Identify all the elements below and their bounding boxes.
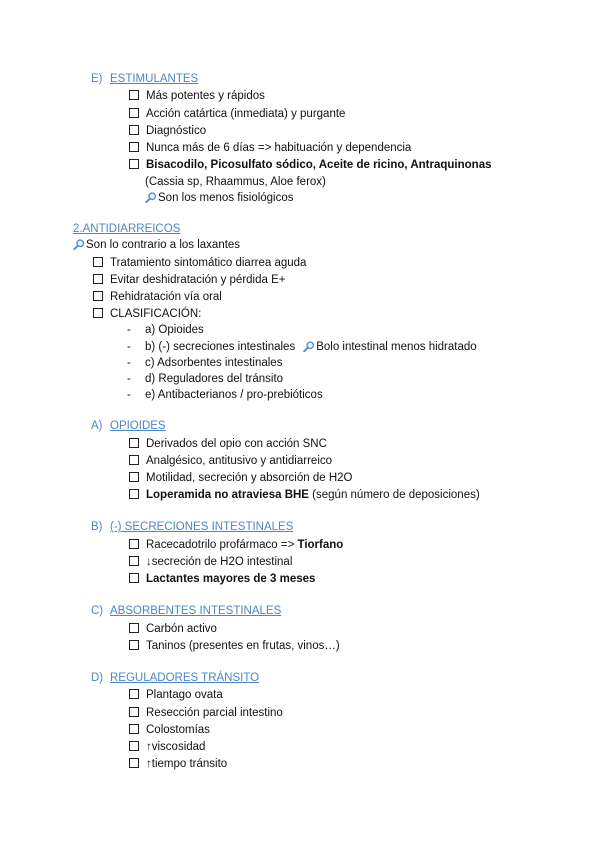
- list-item: [129, 639, 340, 654]
- item-text: Plantago ovata: [146, 689, 223, 701]
- item-text: Analgésico, antitusivo y antidiarreico: [146, 455, 333, 467]
- checkbox-icon: [129, 125, 139, 135]
- list-item: [129, 757, 227, 772]
- classification-item: - c) Adsorbentes intestinales: [127, 357, 283, 369]
- item-text: Racecadotrilo profármaco =>: [146, 539, 298, 551]
- section-title-link[interactable]: ABSORBENTES INTESTINALES: [110, 605, 282, 617]
- item-text: Motilidad, secreción y absorción de H2O: [146, 472, 353, 484]
- item-text: Más potentes y rápidos: [146, 90, 265, 102]
- list-item: [93, 273, 285, 288]
- checkbox-icon: [129, 556, 139, 566]
- item-text: Tratamiento sintomático diarrea aguda: [110, 257, 307, 269]
- section-title-link[interactable]: REGULADORES TRÁNSITO: [110, 672, 260, 684]
- note-line: [73, 238, 240, 253]
- section-title-link[interactable]: (-) SECRECIONES INTESTINALES: [110, 521, 294, 533]
- item-text: e) Antibacterianos / pro-prebióticos: [145, 389, 323, 401]
- checkbox-icon: [129, 689, 139, 699]
- item-text: ↑viscosidad: [146, 741, 206, 753]
- checkbox-icon: [129, 472, 139, 482]
- checkbox-icon: [93, 308, 103, 318]
- note-text: Son los menos fisiológicos: [158, 192, 294, 204]
- section-e-heading: [91, 72, 198, 87]
- item-text: Acción catártica (inmediata) y purgante: [146, 108, 346, 120]
- section-letter: E): [91, 73, 103, 85]
- item-text: Derivados del opio con acción SNC: [146, 438, 327, 450]
- item-text-bold: Loperamida no atraviesa BHE: [146, 489, 309, 501]
- section-b-heading: [91, 520, 293, 535]
- item-text: Diagnóstico: [146, 125, 207, 137]
- section-c-heading: [91, 604, 281, 619]
- item-text: Resección parcial intestino: [146, 707, 283, 719]
- list-item: [129, 158, 491, 173]
- note-line: [145, 191, 294, 206]
- checkbox-icon: [129, 489, 139, 499]
- section-letter: B): [91, 521, 103, 533]
- checkbox-icon: [129, 623, 139, 633]
- item-text: b) (-) secreciones intestinales: [145, 341, 296, 353]
- list-item: [129, 89, 265, 104]
- item-text: ↑tiempo tránsito: [146, 758, 228, 770]
- item-text: c) Adsorbentes intestinales: [145, 357, 283, 369]
- list-item: [129, 706, 283, 721]
- checkbox-icon: [129, 90, 139, 100]
- item-text: Rehidratación vía oral: [110, 291, 222, 303]
- list-item: [129, 538, 343, 553]
- checkbox-icon: [93, 274, 103, 284]
- item-text: Nunca más de 6 días => habituación y dependencia: [146, 142, 412, 154]
- classification-item: - e) Antibacterianos / pro-prebióticos: [127, 389, 323, 401]
- checkbox-icon: [129, 159, 139, 169]
- item-text-bold: Lactantes mayores de 3 meses: [146, 573, 316, 585]
- item-text: a) Opioides: [145, 324, 204, 336]
- magnifier-icon: [73, 239, 85, 250]
- checkbox-icon: [129, 108, 139, 118]
- list-item: [129, 688, 223, 703]
- list-item: [129, 555, 292, 570]
- checkbox-icon: [93, 257, 103, 267]
- list-item: [129, 124, 206, 139]
- item-text: Taninos (presentes en frutas, vinos…): [146, 640, 340, 652]
- checkbox-icon: [129, 438, 139, 448]
- item-text: d) Reguladores del tránsito: [145, 373, 284, 385]
- list-item: [129, 740, 205, 755]
- section-letter: A): [91, 420, 103, 432]
- list-item: [93, 307, 201, 322]
- list-item: [129, 454, 332, 469]
- item-text: CLASIFICACIÓN:: [110, 308, 202, 320]
- section-title-link[interactable]: 2.ANTIDIARREICOS: [73, 223, 181, 235]
- checkbox-icon: [93, 291, 103, 301]
- classification-item: - a) Opioides: [127, 324, 204, 336]
- item-text: Colostomías: [146, 724, 210, 736]
- magnifier-icon: [303, 341, 315, 352]
- note-text: Son lo contrario a los laxantes: [86, 239, 241, 251]
- list-item: [129, 471, 352, 486]
- section-letter: C): [91, 605, 104, 617]
- list-item: [129, 437, 327, 452]
- item-continuation: (Cassia sp, Rhaammus, Aloe ferox): [145, 176, 326, 188]
- magnifier-icon: [145, 192, 157, 203]
- checkbox-icon: [129, 758, 139, 768]
- section-a-heading: [91, 419, 166, 434]
- checkbox-icon: [129, 142, 139, 152]
- section-d-heading: [91, 671, 259, 686]
- list-item: [129, 107, 345, 122]
- list-item: [129, 723, 210, 738]
- item-text-bold: Tiorfano: [297, 539, 344, 551]
- checkbox-icon: [129, 455, 139, 465]
- list-item: [129, 141, 411, 156]
- list-item: [129, 488, 480, 503]
- classification-item: - b) (-) secreciones intestinales Bolo intestinal menos hidratado: [127, 341, 477, 353]
- list-item: [129, 622, 217, 637]
- item-text: Evitar deshidratación y pérdida E+: [110, 274, 286, 286]
- list-item: [93, 256, 306, 271]
- section-letter: D): [91, 672, 104, 684]
- list-item: [129, 572, 315, 587]
- item-text-bold: Bisacodilo, Picosulfato sódico, Aceite de ricino, Antraquinonas: [146, 159, 492, 171]
- checkbox-icon: [129, 573, 139, 583]
- classification-item: - d) Reguladores del tránsito: [127, 373, 284, 385]
- item-text: (según número de deposiciones): [308, 489, 480, 501]
- section-title-link[interactable]: ESTIMULANTES: [110, 73, 199, 85]
- section-2-heading: [73, 222, 180, 237]
- section-title-link[interactable]: OPIOIDES: [110, 420, 166, 432]
- checkbox-icon: [129, 741, 139, 751]
- checkbox-icon: [129, 707, 139, 717]
- checkbox-icon: [129, 640, 139, 650]
- item-text: Carbón activo: [146, 623, 217, 635]
- note-text: Bolo intestinal menos hidratado: [316, 341, 477, 353]
- checkbox-icon: [129, 724, 139, 734]
- list-item: [93, 290, 222, 305]
- item-text: ↓secreción de H2O intestinal: [146, 556, 293, 568]
- checkbox-icon: [129, 539, 139, 549]
